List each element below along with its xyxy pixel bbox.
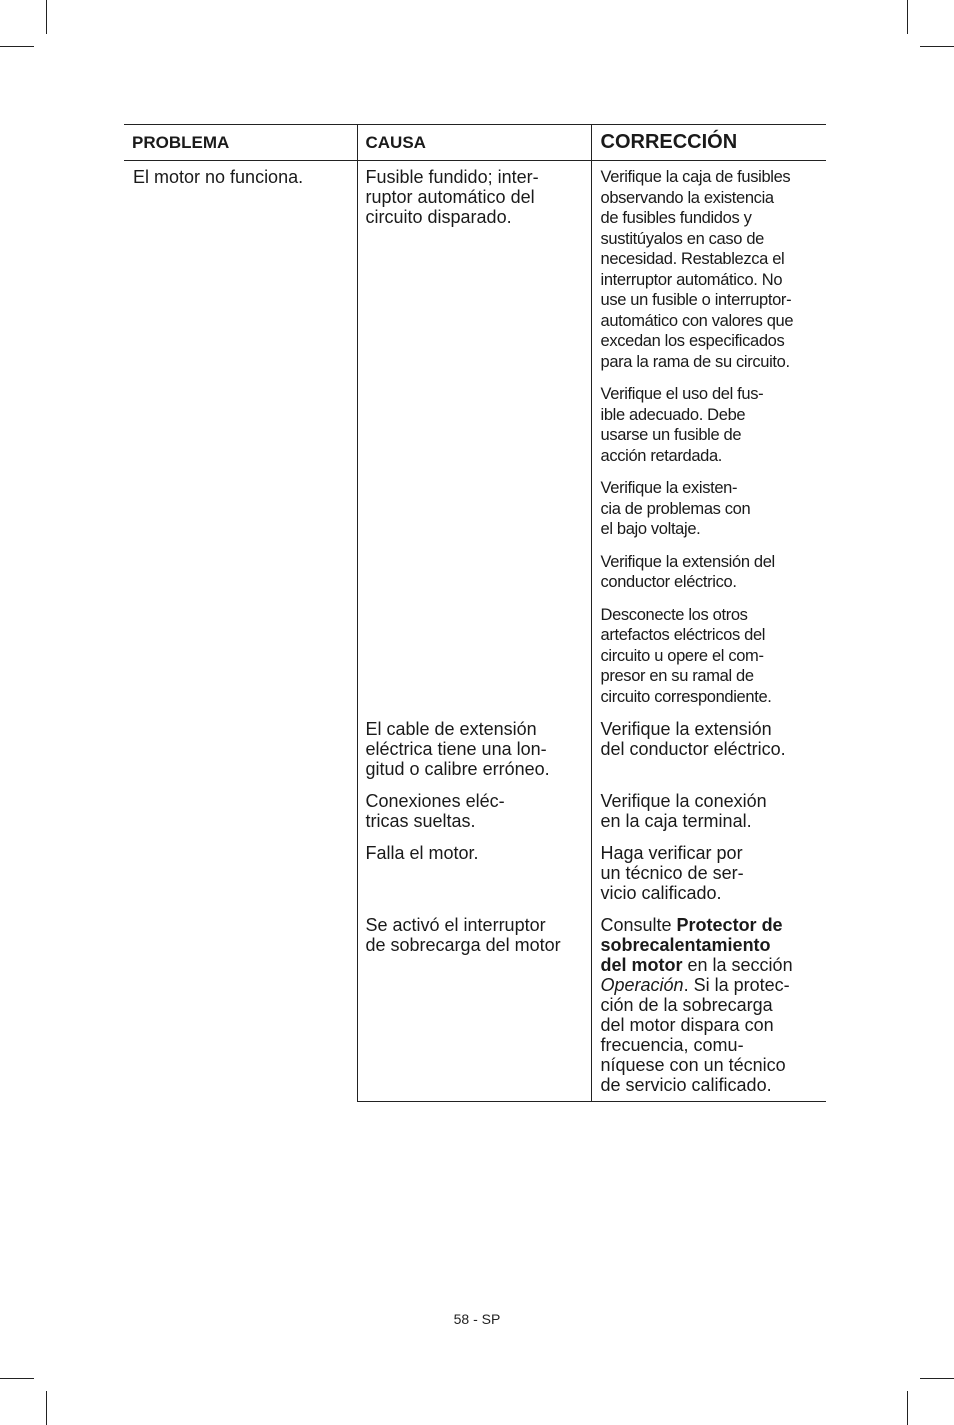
correction-text: Verifique el uso del fus- ible adecuado. Debe usarse un fusible de acción retardada. bbox=[600, 385, 764, 465]
crop-mark-bottom-right bbox=[907, 1391, 908, 1425]
correction-cell bbox=[591, 915, 826, 1102]
cause-cell bbox=[357, 719, 591, 791]
cause-text: Conexiones eléc- tricas sueltas. bbox=[365, 791, 505, 831]
correction-italic-section: Operación bbox=[600, 975, 684, 995]
header-problem: PROBLEMA bbox=[124, 125, 357, 161]
cause-cell bbox=[357, 161, 591, 720]
correction-text: Verifique la conexión en la caja terminal. bbox=[600, 791, 767, 831]
header-correction: CORRECCIÓN bbox=[591, 125, 826, 161]
correction-middle: en la sección bbox=[687, 955, 793, 975]
correction-suffix: . Si la protec- ción de la sobrecarga del motor dispara con frecuencia, comu- níquese con un técnico de servicio calificado. bbox=[600, 975, 790, 1095]
header-cause: CAUSA bbox=[357, 125, 591, 161]
cause-cell bbox=[357, 915, 591, 1102]
crop-mark-bottom-right-h bbox=[920, 1378, 954, 1379]
correction-text: Verifique la caja de fusibles observando la existencia de fusibles fundidos y sustitúyalos en caso de necesidad. Restablezca el interruptor automático. No use un fusible o interruptor- automático con valores que excedan los especificados para la rama de su circuito. bbox=[600, 168, 794, 371]
correction-cell bbox=[591, 552, 826, 605]
correction-prefix: Consulte bbox=[600, 915, 677, 935]
cause-text: Fusible fundido; inter- ruptor automático del circuito disparado. bbox=[365, 167, 539, 227]
cause-cell bbox=[357, 843, 591, 915]
table-row bbox=[124, 161, 826, 385]
table-header-row bbox=[124, 125, 826, 161]
cause-text: El cable de extensión eléctrica tiene una lon- gitud o calibre erróneo. bbox=[365, 719, 550, 779]
correction-cell bbox=[591, 843, 826, 915]
correction-text: Haga verificar por un técnico de ser- vicio calificado. bbox=[600, 843, 744, 903]
troubleshooting-table bbox=[124, 124, 826, 1102]
problem-cell bbox=[124, 161, 357, 1102]
correction-cell bbox=[591, 791, 826, 843]
correction-cell bbox=[591, 719, 826, 791]
correction-cell bbox=[591, 478, 826, 552]
cause-text: Falla el motor. bbox=[365, 843, 479, 863]
cause-cell bbox=[357, 791, 591, 843]
crop-mark-bottom-left bbox=[46, 1391, 47, 1425]
problem-text: El motor no funciona. bbox=[133, 167, 304, 187]
crop-mark-top-left-h bbox=[0, 46, 34, 47]
correction-cell bbox=[591, 161, 826, 385]
correction-text bbox=[601, 915, 819, 1095]
correction-text: Desconecte los otros artefactos eléctricos del circuito u opere el com- presor en su ramal de circuito correspondiente. bbox=[600, 605, 772, 706]
correction-bold-reference: Protector de sobrecalentamiento del motor bbox=[600, 915, 783, 975]
page-number: 58 - SP bbox=[453, 1311, 501, 1327]
crop-mark-top-right bbox=[907, 0, 908, 34]
crop-mark-top-left bbox=[46, 0, 47, 34]
correction-cell bbox=[591, 384, 826, 478]
cause-text: Se activó el interruptor de sobrecarga del motor bbox=[365, 915, 561, 955]
crop-mark-bottom-left-h bbox=[0, 1378, 34, 1379]
crop-mark-top-right-h bbox=[920, 46, 954, 47]
correction-text: Verifique la existen- cia de problemas con el bajo voltaje. bbox=[600, 479, 751, 538]
correction-text: Verifique la extensión del conductor eléctrico. bbox=[600, 552, 775, 591]
correction-text: Verifique la extensión del conductor eléctrico. bbox=[600, 719, 786, 759]
correction-cell bbox=[591, 605, 826, 720]
